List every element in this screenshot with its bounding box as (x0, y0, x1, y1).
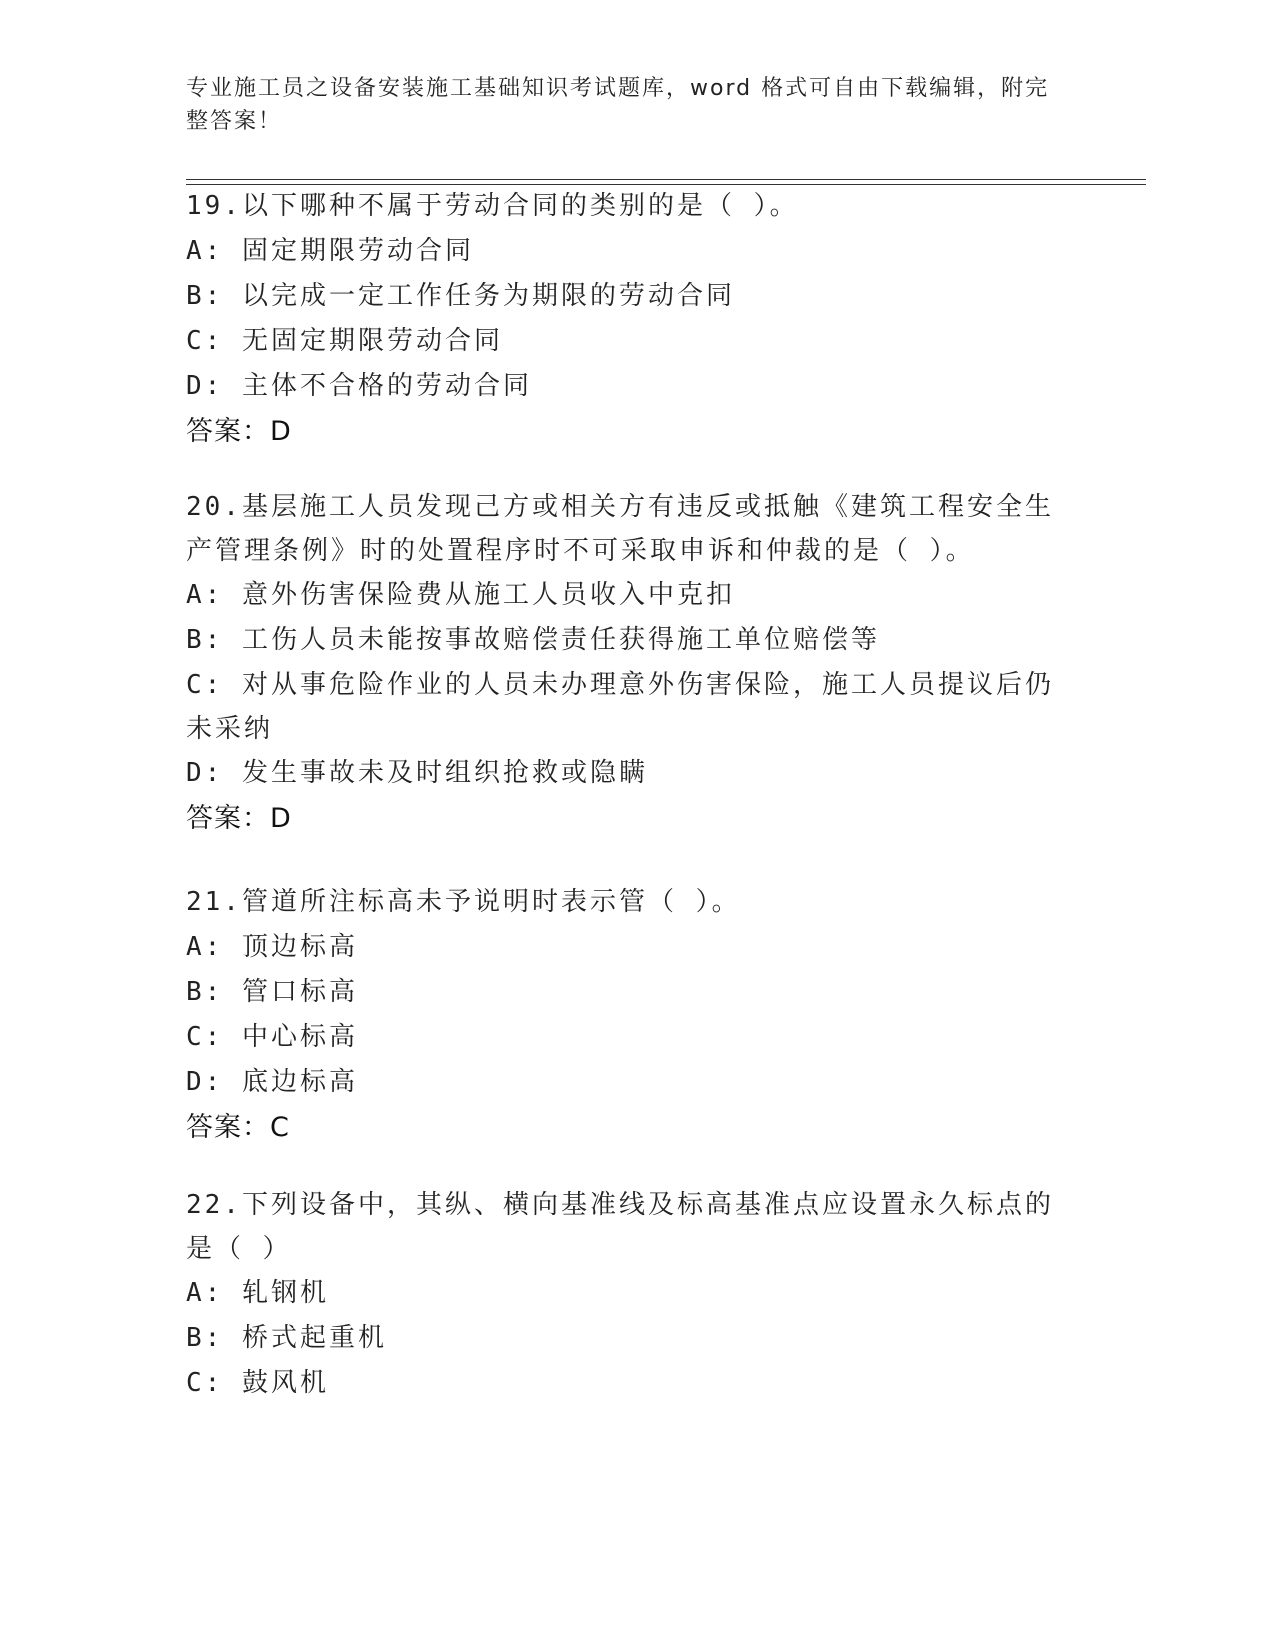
option-d: D: 发生事故未及时组织抢救或隐瞒 (186, 758, 648, 788)
option-a: A: 顶边标高 (186, 932, 358, 962)
option-d: D: 底边标高 (186, 1067, 358, 1097)
option-a: A: 意外伤害保险费从施工人员收入中克扣 (186, 580, 735, 610)
question-19 (186, 184, 1086, 455)
option-d: D: 主体不合格的劳动合同 (186, 371, 532, 401)
option-c: C: 鼓风机 (186, 1368, 329, 1398)
option-a: A: 轧钢机 (186, 1278, 329, 1308)
option-c: C: 中心标高 (186, 1022, 358, 1052)
option-b: B: 工伤人员未能按事故赔偿责任获得施工单位赔偿等 (186, 625, 880, 655)
answer-label: 答案：D (186, 803, 292, 834)
option-b: B: 以完成一定工作任务为期限的劳动合同 (186, 281, 735, 311)
answer-label: 答案：D (186, 416, 292, 447)
option-c: C: 对从事危险作业的人员未办理意外伤害保险，施工人员提议后仍未采纳 (186, 670, 1054, 744)
question-stem: 21.管道所注标高未予说明时表示管（ ）。 (186, 887, 741, 917)
question-20 (186, 485, 1086, 842)
question-stem: 20.基层施工人员发现己方或相关方有违反或抵触《建筑工程安全生产管理条例》时的处置程序时不可采取申诉和仲裁的是（ ）。 (186, 492, 1054, 566)
question-21 (186, 880, 1086, 1151)
header-divider-top (186, 179, 1146, 180)
question-stem: 22.下列设备中，其纵、横向基准线及标高基准点应设置永久标点的是（ ） (186, 1190, 1054, 1264)
question-stem: 19.以下哪种不属于劳动合同的类别的是（ ）。 (186, 191, 799, 221)
answer-label: 答案：C (186, 1112, 290, 1143)
option-b: B: 桥式起重机 (186, 1323, 387, 1353)
document-header: 专业施工员之设备安装施工基础知识考试题库，word 格式可自由下载编辑，附完整答案！ (186, 76, 1050, 134)
question-22 (186, 1183, 1086, 1406)
option-a: A: 固定期限劳动合同 (186, 236, 474, 266)
option-c: C: 无固定期限劳动合同 (186, 326, 503, 356)
option-b: B: 管口标高 (186, 977, 358, 1007)
